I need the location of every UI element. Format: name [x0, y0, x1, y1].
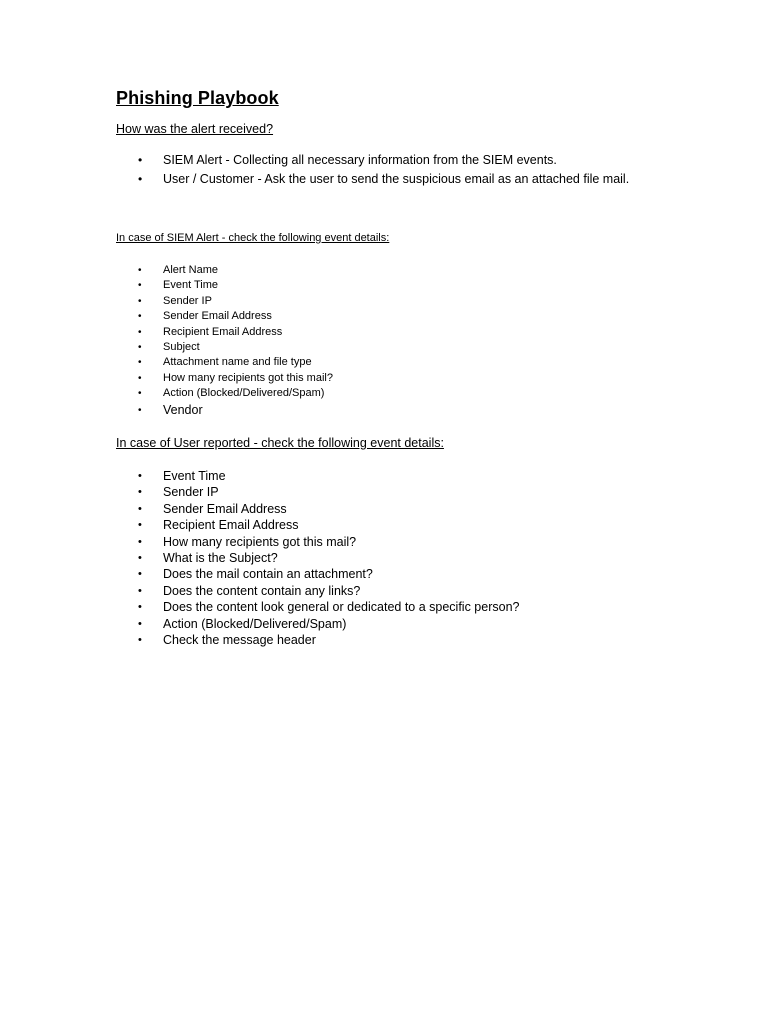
- user-section-heading: In case of User reported - check the following event details:: [116, 436, 444, 450]
- list-item-text: Event Time: [163, 279, 219, 292]
- list-item: [116, 566, 519, 582]
- list-item: [116, 583, 519, 599]
- page-title: Phishing Playbook: [116, 88, 279, 108]
- list-item: [116, 501, 519, 517]
- list-item-text: Alert Name: [163, 264, 219, 276]
- list-item-text: What is the Subject?: [163, 551, 278, 566]
- bullet-icon: •: [138, 584, 142, 597]
- list-item: [116, 402, 333, 419]
- bullet-icon: •: [138, 601, 142, 614]
- list-item-text: Sender IP: [163, 485, 219, 500]
- list-item-text: Recipient Email Address: [163, 518, 299, 533]
- bullet-icon: •: [138, 388, 142, 400]
- list-item-text: User / Customer - Ask the user to send the suspicious email as an attached file mail.: [163, 171, 630, 186]
- list-item: [116, 371, 333, 386]
- bullet-icon: •: [138, 326, 142, 338]
- list-item: [116, 468, 519, 484]
- list-item-text: SIEM Alert - Collecting all necessary information from the SIEM events.: [163, 153, 557, 167]
- bullet-icon: •: [138, 265, 142, 276]
- list-item: [116, 170, 629, 189]
- list-item: [116, 484, 519, 500]
- list-item: [116, 294, 333, 309]
- siem-details-list: [116, 263, 333, 419]
- list-item-text: Sender IP: [163, 294, 212, 307]
- list-item-text: Check the message header: [163, 633, 316, 648]
- list-item-text: Sender Email Address: [163, 310, 272, 323]
- list-item: [116, 599, 519, 615]
- list-item: [116, 263, 333, 278]
- list-item-text: Recipient Email Address: [163, 325, 283, 338]
- list-item: [116, 517, 519, 533]
- bullet-icon: •: [138, 502, 142, 515]
- list-item: [116, 355, 333, 370]
- list-item-text: Does the mail contain an attachment?: [163, 567, 373, 582]
- list-item-text: How many recipients got this mail?: [163, 534, 357, 549]
- bullet-icon: •: [138, 171, 143, 186]
- bullet-icon: •: [138, 470, 142, 482]
- list-item: [116, 616, 519, 632]
- bullet-icon: •: [138, 311, 142, 323]
- list-item-text: Does the content contain any links?: [163, 583, 361, 598]
- bullet-icon: •: [138, 295, 142, 307]
- list-item: [116, 325, 333, 340]
- user-details-list: [116, 468, 519, 648]
- list-item-text: Subject: [163, 341, 200, 354]
- list-item: [116, 309, 333, 324]
- bullet-icon: •: [138, 404, 142, 416]
- list-item-text: How many recipients got this mail?: [163, 371, 333, 384]
- bullet-icon: •: [138, 552, 142, 565]
- bullet-icon: •: [138, 568, 142, 581]
- list-item: [116, 550, 519, 566]
- bullet-icon: •: [138, 342, 142, 354]
- list-item-text: Attachment name and file type: [163, 356, 312, 369]
- bullet-icon: •: [138, 357, 142, 369]
- list-item: [116, 151, 629, 170]
- bullet-icon: •: [138, 153, 143, 167]
- question-heading: How was the alert received?: [116, 122, 274, 136]
- list-item: [116, 386, 333, 401]
- intro-list: [116, 151, 629, 188]
- list-item-text: Vendor: [163, 402, 203, 417]
- list-item: [116, 278, 333, 293]
- list-item-text: Sender Email Address: [163, 501, 287, 516]
- list-item-text: Does the content look general or dedicated to a specific person?: [163, 600, 520, 615]
- list-item: [116, 534, 519, 550]
- bullet-icon: •: [138, 535, 142, 548]
- bullet-icon: •: [138, 634, 142, 647]
- list-item: [116, 340, 333, 355]
- list-item-text: Action (Blocked/Delivered/Spam): [163, 387, 325, 400]
- list-item-text: Action (Blocked/Delivered/Spam): [163, 616, 347, 631]
- list-item: [116, 632, 519, 648]
- list-item-text: Event Time: [163, 469, 226, 483]
- bullet-icon: •: [138, 372, 142, 384]
- bullet-icon: •: [138, 486, 142, 499]
- siem-section-heading: In case of SIEM Alert - check the following event details:: [116, 232, 390, 244]
- bullet-icon: •: [138, 280, 142, 292]
- bullet-icon: •: [138, 617, 142, 630]
- bullet-icon: •: [138, 519, 142, 532]
